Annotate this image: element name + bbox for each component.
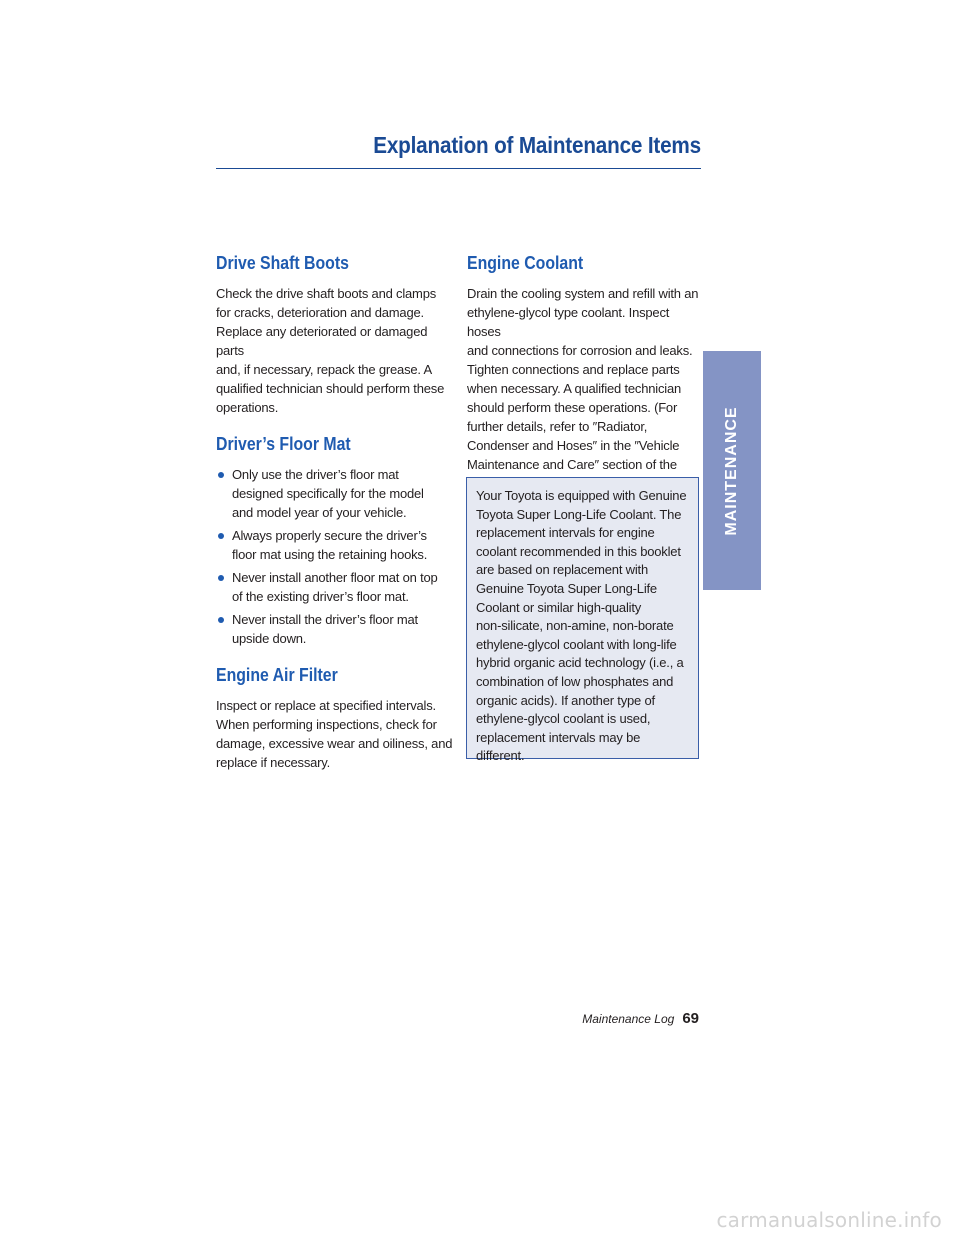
text-line: Inspect or replace at specified intervals.: [216, 698, 436, 713]
list-item: [216, 526, 456, 564]
text-line: should perform these operations. (For: [467, 400, 678, 415]
text-line: of the existing driver’s floor mat.: [232, 589, 409, 604]
text-line: ethylene-glycol coolant is used,: [476, 711, 651, 727]
text-line: Only use the driver’s floor mat: [232, 467, 399, 482]
coolant-heading: Engine Coolant: [467, 253, 584, 273]
text-line: combination of low phosphates and: [476, 673, 674, 689]
section-tab-label: MAINTENANCE: [723, 405, 740, 536]
maintenance-section-tab[interactable]: [703, 351, 761, 590]
text-line: floor mat using the retaining hooks.: [232, 547, 428, 562]
text-line: Maintenance and Care″ section of the: [467, 457, 677, 472]
text-line: designed specifically for the model: [232, 486, 424, 501]
drive-shaft-heading: Drive Shaft Boots: [216, 253, 349, 273]
bullet-icon: [218, 617, 224, 623]
text-line: Replace any deteriorated or damaged parts: [216, 324, 428, 358]
coolant-note-text: [476, 487, 690, 766]
text-line: When performing inspections, check for: [216, 717, 437, 732]
text-line: Genuine Toyota Super Long-Life: [476, 580, 657, 596]
left-column: [216, 252, 456, 772]
text-line: and connections for corrosion and leaks.: [467, 343, 693, 358]
list-item: [216, 610, 456, 648]
text-line: Coolant or similar high-quality: [476, 599, 642, 615]
bullet-icon: [218, 533, 224, 539]
text-line: coolant recommended in this booklet: [476, 543, 681, 559]
text-line: when necessary. A qualified technician: [467, 381, 682, 396]
list-item: [216, 568, 456, 606]
coolant-note-box: [466, 477, 699, 764]
bullet-icon: [218, 472, 224, 478]
text-line: Always properly secure the driver’s: [232, 528, 427, 543]
list-item: [216, 465, 456, 522]
text-line: ethylene-glycol coolant with long-life: [476, 636, 677, 652]
page-number: 69: [682, 1010, 699, 1027]
text-line: Your Toyota is equipped with Genuine: [476, 488, 687, 503]
text-line: and, if necessary, repack the grease. A: [216, 362, 432, 377]
text-line: replace if necessary.: [216, 755, 331, 770]
text-line: organic acids). If another type of: [476, 692, 655, 708]
floor-mat-heading: Driver’s Floor Mat: [216, 434, 351, 454]
footer-label: Maintenance Log: [582, 1012, 675, 1026]
text-line: Drain the cooling system and refill with an: [467, 286, 699, 301]
drive-shaft-text: [216, 284, 456, 417]
watermark-text: carmanualsonline.info: [716, 1208, 942, 1232]
text-line: further details, refer to ″Radiator,: [467, 419, 648, 434]
title-divider: [216, 168, 701, 169]
text-line: and model year of your vehicle.: [232, 505, 407, 520]
text-line: qualified technician should perform these: [216, 381, 445, 396]
page-title: Explanation of Maintenance Items: [373, 132, 701, 158]
text-line: non-silicate, non-amine, non-borate: [476, 618, 674, 634]
text-line: damage, excessive wear and oiliness, and: [216, 736, 453, 751]
text-line: for cracks, deterioration and damage.: [216, 305, 424, 320]
text-line: replacement intervals for engine: [476, 525, 655, 541]
text-line: Never install another floor mat on top: [232, 570, 438, 585]
text-line: upside down.: [232, 631, 307, 646]
text-line: hybrid organic acid technology (i.e., a: [476, 655, 684, 671]
text-line: are based on replacement with: [476, 562, 648, 578]
right-column: [467, 252, 702, 493]
text-line: ethylene-glycol type coolant. Inspect hoses: [467, 305, 670, 339]
text-line: operations.: [216, 400, 279, 415]
text-line: Condenser and Hoses″ in the ″Vehicle: [467, 438, 680, 453]
floor-mat-list: [216, 465, 456, 648]
text-line: Never install the driver’s floor mat: [232, 612, 418, 627]
air-filter-text: [216, 696, 456, 772]
air-filter-heading: Engine Air Filter: [216, 665, 338, 685]
text-line: replacement intervals may be different.: [476, 729, 641, 764]
text-line: Check the drive shaft boots and clamps: [216, 286, 437, 301]
bullet-icon: [218, 575, 224, 581]
page-footer: [582, 1010, 699, 1028]
text-line: Toyota Super Long-Life Coolant. The: [476, 506, 682, 522]
text-line: Tighten connections and replace parts: [467, 362, 680, 377]
coolant-text: [467, 284, 702, 493]
